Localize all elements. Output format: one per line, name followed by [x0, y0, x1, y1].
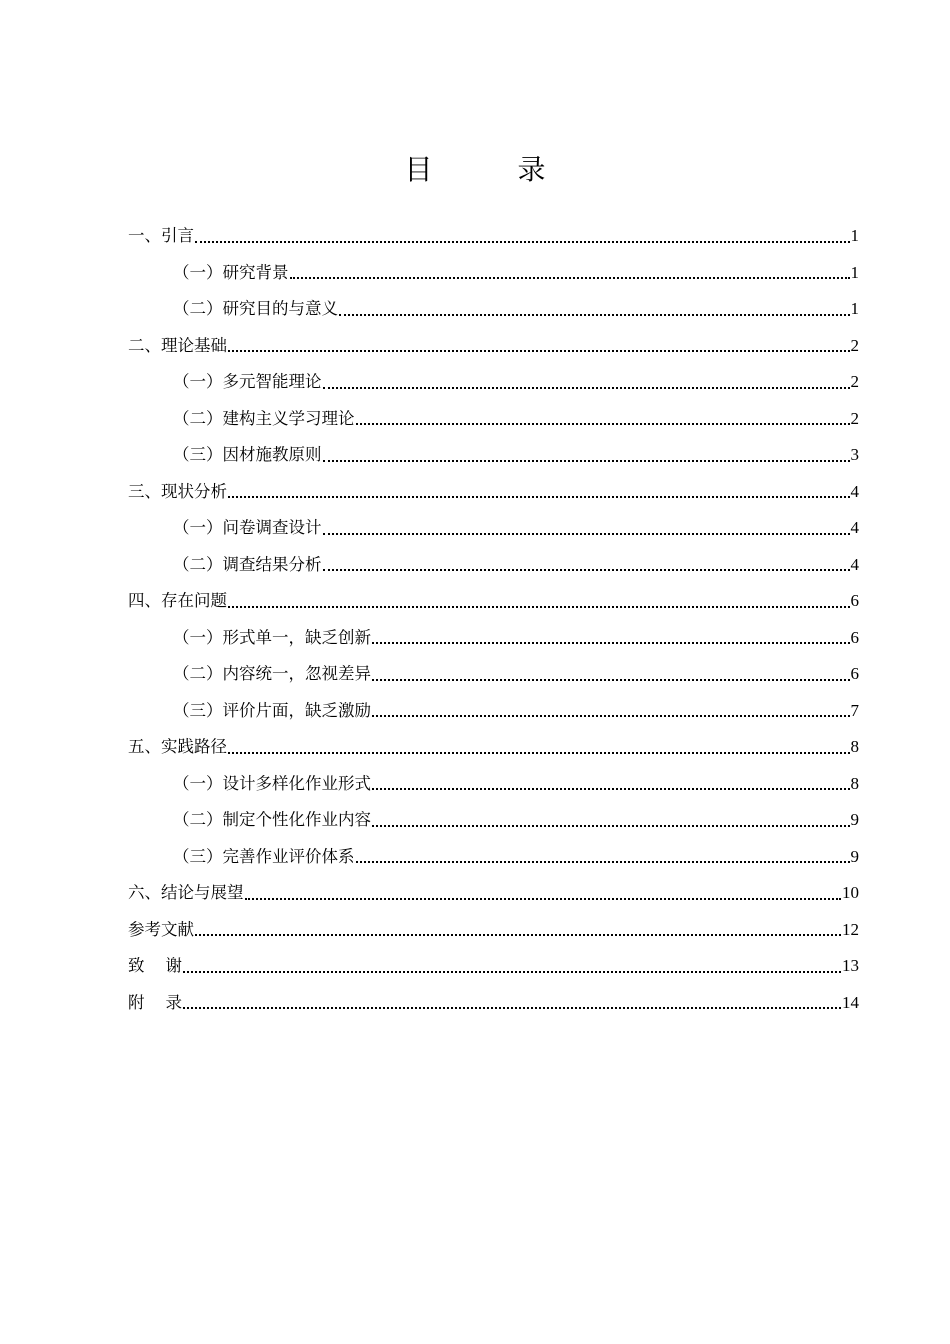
toc-entry-label: （一）设计多样化作业形式	[173, 773, 371, 793]
toc-entry-label: （一）多元智能理论	[173, 372, 322, 391]
toc-page-number: 14	[842, 992, 859, 1012]
toc-entry-label: （二）内容统一，忽视差异	[173, 664, 371, 683]
toc-page-number: 6	[850, 627, 859, 647]
toc-section-entry[interactable]	[128, 802, 859, 839]
toc-leader-dots	[372, 824, 850, 827]
toc-entry-label: 附 录	[128, 992, 182, 1012]
toc-page-number: 1	[850, 226, 859, 245]
toc-chapter-entry[interactable]	[128, 474, 859, 511]
toc-chapter-entry[interactable]	[128, 583, 859, 620]
toc-page-number: 9	[850, 846, 859, 866]
toc-leader-dots	[323, 386, 850, 389]
toc-section-entry[interactable]	[128, 839, 859, 876]
toc-leader-dots	[356, 422, 850, 425]
toc-leader-dots	[356, 860, 850, 863]
toc-page-number: 8	[850, 773, 859, 793]
toc-leader-dots	[372, 678, 850, 681]
toc-leader-dots	[339, 313, 850, 316]
toc-page-number: 1	[850, 262, 859, 282]
toc-leader-dots	[195, 240, 850, 243]
toc-leader-dots	[195, 933, 841, 936]
toc-leader-dots	[245, 897, 842, 900]
toc-page-number: 3	[850, 445, 859, 464]
toc-section-entry[interactable]	[128, 510, 859, 547]
toc-entry-label: （一）研究背景	[173, 262, 289, 282]
toc-entry-label: 一、引言	[128, 226, 194, 245]
toc-entry-label: 五、实践路径	[128, 737, 227, 756]
toc-page-number: 1	[850, 299, 859, 318]
toc-leader-dots	[323, 568, 850, 571]
toc-entry-label: 六、结论与展望	[128, 883, 244, 902]
toc-entry-label: 参考文献	[128, 919, 194, 939]
toc-entry-label: （二）研究目的与意义	[173, 299, 338, 318]
toc-chapter-entry[interactable]	[128, 328, 859, 365]
toc-entry-label: （二）制定个性化作业内容	[173, 810, 371, 829]
toc-entry-label: （三）因材施教原则	[173, 445, 322, 464]
toc-section-entry[interactable]	[128, 547, 859, 584]
toc-section-entry[interactable]	[128, 656, 859, 693]
toc-page-number: 6	[850, 591, 859, 610]
toc-section-entry[interactable]	[128, 291, 859, 328]
toc-entry-label: 三、现状分析	[128, 481, 227, 501]
toc-entry-label: 二、理论基础	[128, 335, 227, 355]
toc-entry-label: 四、存在问题	[128, 591, 227, 610]
toc-entry-label: 致 谢	[128, 956, 182, 975]
toc-chapter-entry[interactable]	[128, 948, 859, 985]
toc-section-entry[interactable]	[128, 620, 859, 657]
toc-chapter-entry[interactable]	[128, 985, 859, 1022]
toc-leader-dots	[372, 787, 850, 790]
toc-chapter-entry[interactable]	[128, 912, 859, 949]
toc-leader-dots	[372, 641, 850, 644]
table-of-contents	[128, 218, 859, 1021]
toc-leader-dots	[323, 532, 850, 535]
toc-page-number: 4	[850, 518, 859, 537]
toc-leader-dots	[323, 459, 850, 462]
toc-section-entry[interactable]	[128, 364, 859, 401]
toc-page-number: 2	[850, 372, 859, 391]
toc-leader-dots	[228, 751, 850, 754]
toc-page-number: 4	[850, 481, 859, 501]
toc-entry-label: （一）问卷调查设计	[173, 518, 322, 537]
toc-leader-dots	[290, 276, 850, 279]
toc-page-number: 9	[850, 810, 859, 829]
toc-chapter-entry[interactable]	[128, 875, 859, 912]
toc-page-number: 6	[850, 664, 859, 683]
toc-leader-dots	[183, 1006, 841, 1009]
toc-leader-dots	[183, 970, 841, 973]
toc-leader-dots	[228, 495, 850, 498]
toc-leader-dots	[228, 605, 850, 608]
toc-section-entry[interactable]	[128, 255, 859, 292]
toc-section-entry[interactable]	[128, 437, 859, 474]
toc-page-number: 4	[850, 554, 859, 574]
toc-section-entry[interactable]	[128, 401, 859, 438]
toc-page-number: 13	[842, 956, 859, 975]
toc-entry-label: （二）调查结果分析	[173, 554, 322, 574]
toc-entry-label: （一）形式单一，缺乏创新	[173, 627, 371, 647]
toc-section-entry[interactable]	[128, 766, 859, 803]
toc-title: 目 录	[404, 153, 584, 186]
toc-leader-dots	[228, 349, 850, 352]
toc-page-number: 2	[850, 408, 859, 428]
toc-page-number: 8	[850, 737, 859, 756]
toc-page-number: 10	[842, 883, 859, 902]
toc-leader-dots	[372, 714, 850, 717]
toc-entry-label: （三）评价片面，缺乏激励	[173, 700, 371, 720]
toc-section-entry[interactable]	[128, 693, 859, 730]
toc-chapter-entry[interactable]	[128, 729, 859, 766]
toc-entry-label: （三）完善作业评价体系	[173, 846, 355, 866]
toc-page-number: 7	[850, 700, 859, 720]
toc-page-number: 2	[850, 335, 859, 355]
toc-chapter-entry[interactable]	[128, 218, 859, 255]
toc-page-number: 12	[842, 919, 859, 939]
toc-entry-label: （二）建构主义学习理论	[173, 408, 355, 428]
